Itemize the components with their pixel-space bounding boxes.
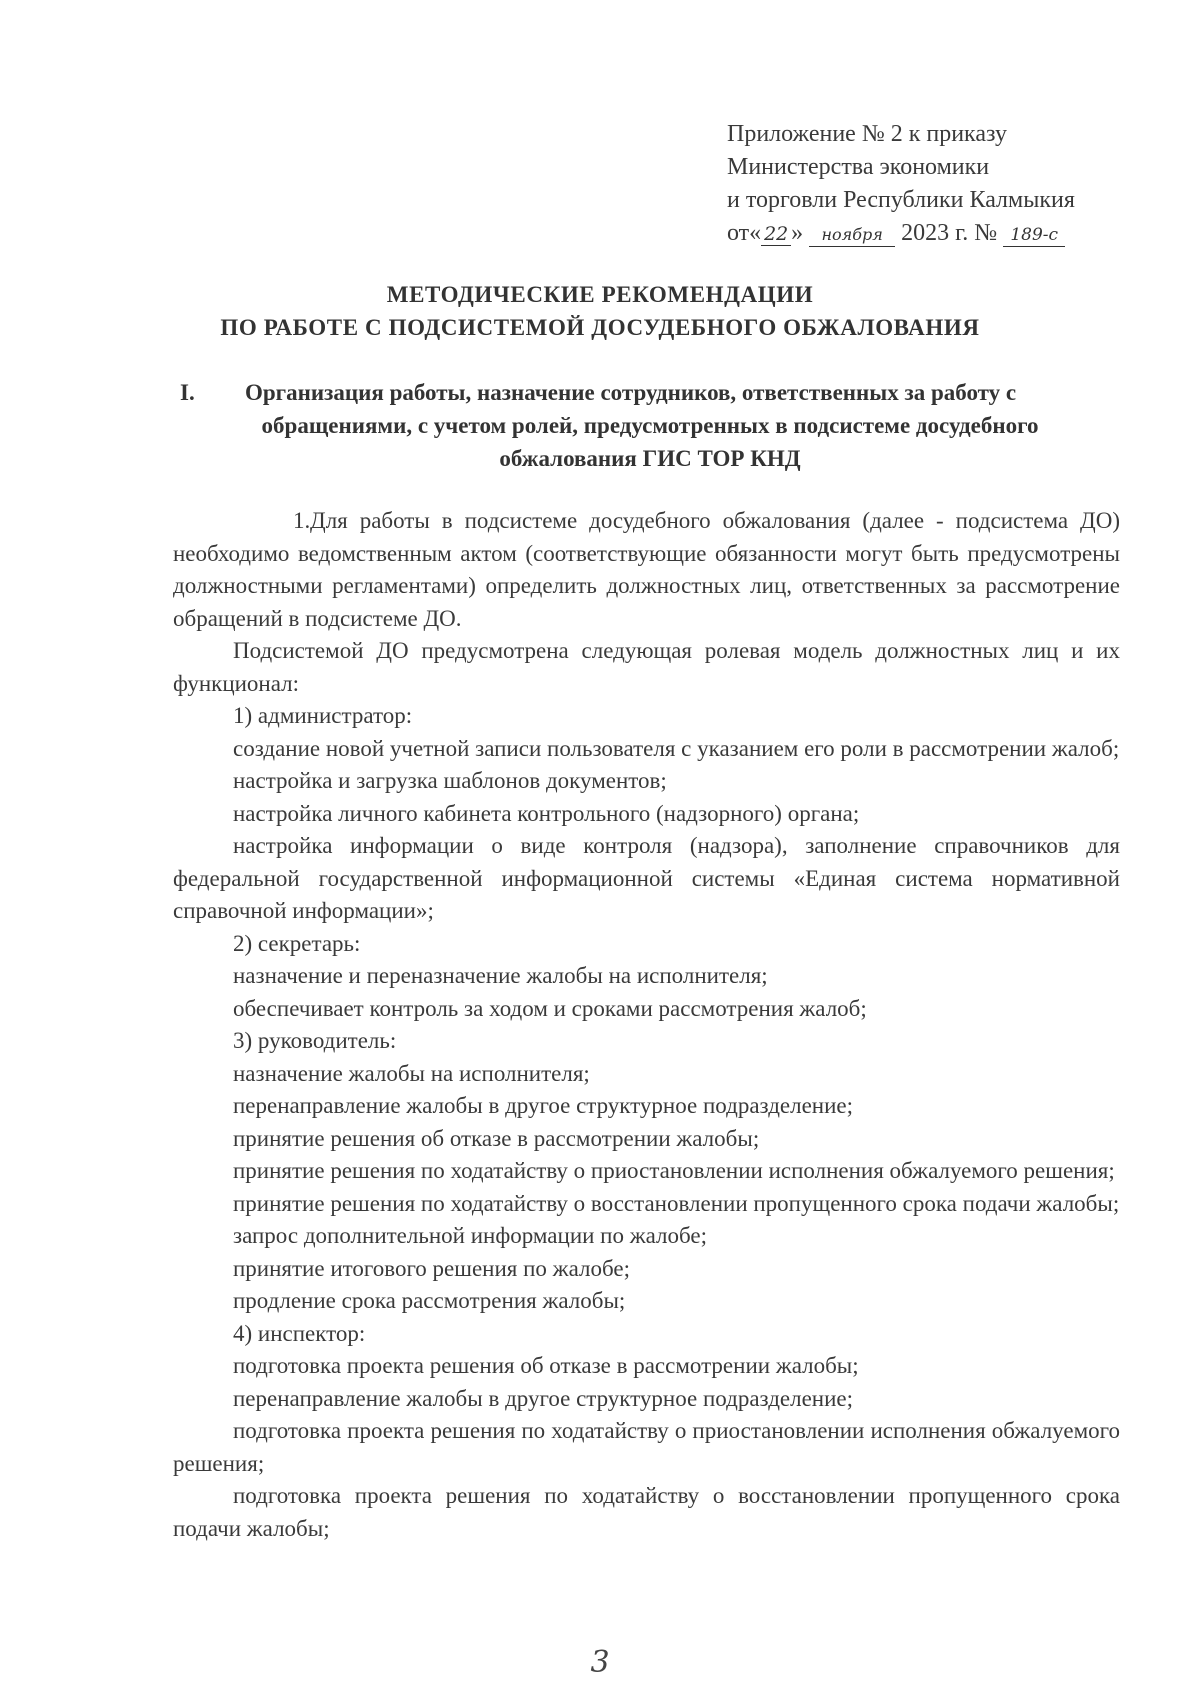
section-heading-line: обжалования ГИС ТОР КНД xyxy=(499,446,801,471)
role-item: подготовка проекта решения об отказе в рассмотрении жалобы; xyxy=(233,1353,859,1378)
handwritten-day: 22 xyxy=(761,223,791,246)
appendix-date-line: от« 22 » ноября 2023 г. № 189-с xyxy=(727,217,1147,250)
role-heading: 4) инспектор: xyxy=(233,1320,366,1346)
title-line: МЕТОДИЧЕСКИЕ РЕКОМЕНДАЦИИ xyxy=(386,282,814,307)
paragraph: Подсистемой ДО предусмотрена следующая ролевая модель должностных лиц и их функционал: xyxy=(173,638,1120,696)
handwritten-month: ноября xyxy=(809,224,895,247)
role-heading: 1) администратор: xyxy=(233,703,413,728)
section-number: I. xyxy=(180,380,195,405)
document-body xyxy=(173,505,1120,1545)
paragraph xyxy=(173,505,1120,635)
appendix-header xyxy=(727,118,1147,250)
appendix-line: и торговли Республики Калмыкия xyxy=(727,187,1075,213)
role-item: настройка личного кабинета контрольного (надзорного) органа; xyxy=(233,800,860,826)
role-item: перенаправление жалобы в другое структурное подразделение; xyxy=(233,1385,854,1411)
role-heading: 3) руководитель: xyxy=(233,1028,397,1053)
paragraph-text: Для работы в подсистеме досудебного обжалования (далее - подсистема ДО) необходимо ведомственным актом (соответствующие обязанности могут быть предусмотрены должностными регламентами) определить должностных лиц, ответственных за рассмотрение обращений в подсистеме ДО. xyxy=(173,508,1120,631)
date-year: 2023 г. № xyxy=(901,220,998,246)
role-item: обеспечивает контроль за ходом и сроками рассмотрения жалоб; xyxy=(233,995,867,1021)
section-heading xyxy=(180,376,1120,475)
role-item: продление срока рассмотрения жалобы; xyxy=(233,1288,626,1313)
role-item: перенаправление жалобы в другое структурное подразделение; xyxy=(233,1093,854,1118)
title-line: ПО РАБОТЕ С ПОДСИСТЕМОЙ ДОСУДЕБНОГО ОБЖАЛОВАНИЯ xyxy=(220,315,980,340)
appendix-line: Приложение № 2 к приказу xyxy=(727,121,1007,147)
role-item: подготовка проекта решения по ходатайству о восстановлении пропущенного срока подачи жалобы; xyxy=(173,1483,1120,1541)
appendix-line: Министерства экономики xyxy=(727,154,990,180)
document-title xyxy=(0,278,1200,344)
role-item: назначение и переназначение жалобы на исполнителя; xyxy=(233,963,768,988)
role-item: назначение жалобы на исполнителя; xyxy=(233,1060,590,1086)
role-item: принятие решения по ходатайству о приостановлении исполнения обжалуемого решения; xyxy=(233,1158,1115,1183)
date-prefix: от xyxy=(727,220,750,246)
role-item: подготовка проекта решения по ходатайству о приостановлении исполнения обжалуемого решения; xyxy=(173,1418,1120,1476)
role-item: запрос дополнительной информации по жалобе; xyxy=(233,1223,708,1248)
role-item: принятие итогового решения по жалобе; xyxy=(233,1255,630,1281)
section-heading-line: Организация работы, назначение сотрудников, ответственных за работу с xyxy=(245,380,1017,405)
paragraph-number: 1. xyxy=(293,508,311,533)
section-heading-line: обращениями, с учетом ролей, предусмотренных в подсистеме досудебного xyxy=(261,413,1039,438)
handwritten-page-number: 3 xyxy=(590,1645,610,1680)
role-item: принятие решения по ходатайству о восстановлении пропущенного срока подачи жалобы; xyxy=(233,1190,1120,1216)
role-item: создание новой учетной записи пользователя с указанием его роли в рассмотрении жалоб; xyxy=(233,735,1120,761)
role-heading: 2) секретарь: xyxy=(233,930,361,956)
role-item: настройка информации о виде контроля (надзора), заполнение справочников для федеральной государственной информационной системы «Единая система нормативной справочной информации»; xyxy=(173,833,1120,923)
role-item: настройка и загрузка шаблонов документов; xyxy=(233,768,667,793)
role-item: принятие решения об отказе в рассмотрении жалобы; xyxy=(233,1125,760,1151)
handwritten-order-number: 189-с xyxy=(1003,224,1065,247)
